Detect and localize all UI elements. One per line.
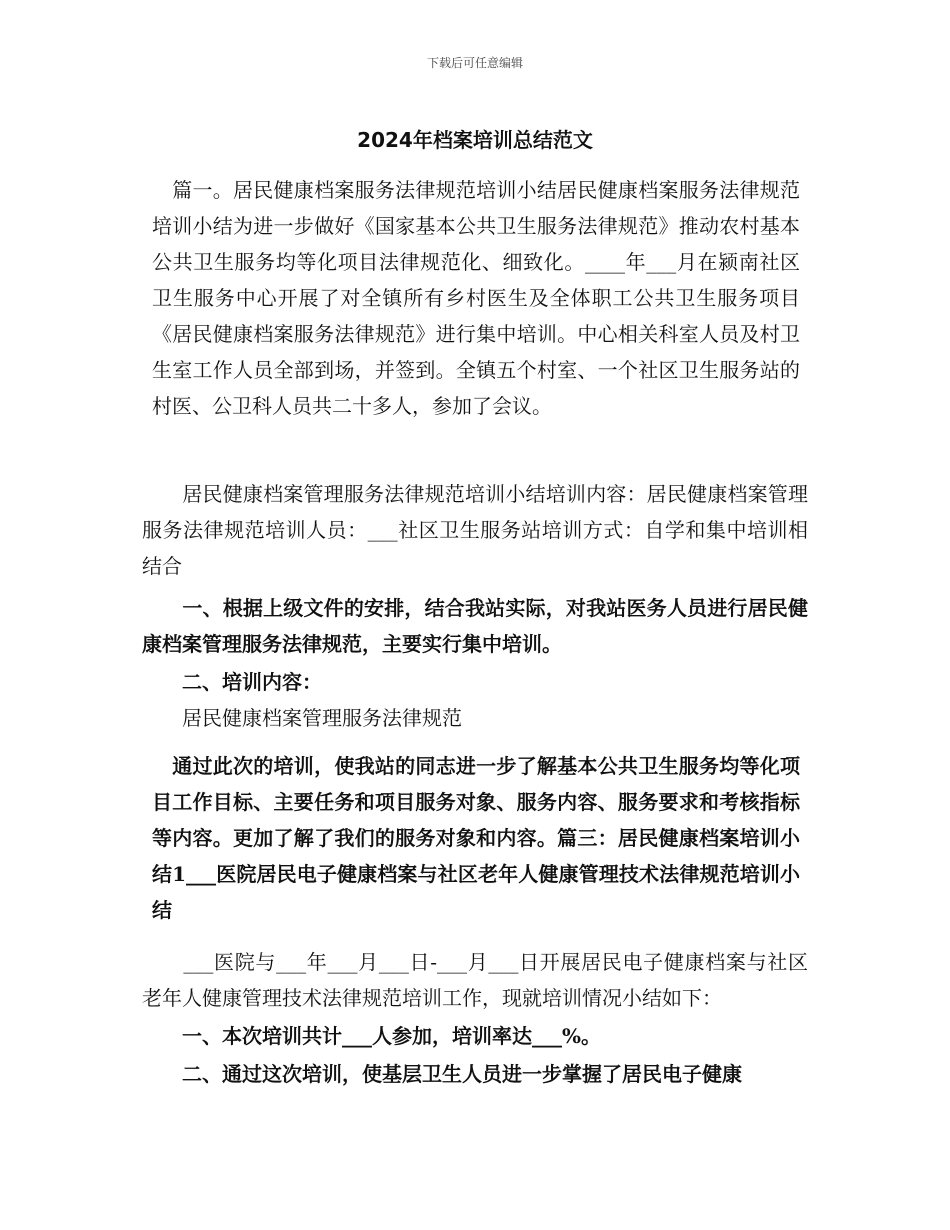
paragraph-item-two-heading: 二、培训内容：	[142, 670, 322, 694]
paragraph-training-result: 通过此次的培训，使我站的同志进一步了解基本公共卫生服务均等化项目工作目标、主要任务和项目服务对象、服务内容、服务要求和考核指标等内容。更加了解了我们的服务对象和内容。篇三：居民健康档案培训小结1___医院居民电子健康档案与社区老年人健康管理技术法律规范培训小结	[152, 754, 800, 922]
paragraph-participants: 一、本次培训共计___人参加，培训率达___%。	[142, 1024, 602, 1048]
paragraph-item-one: 一、根据上级文件的安排，结合我站实际，对我站医务人员进行居民健康档案管理服务法律规范，主要实行集中培训。	[142, 596, 808, 656]
header-note: 下载后可任意编辑	[426, 56, 523, 70]
paragraph-training-info: 居民健康档案管理服务法律规范培训小结培训内容：居民健康档案管理服务法律规范培训人员：___社区卫生服务站培训方式：自学和集中培训相结合	[142, 482, 808, 578]
paragraph-training-effect: 二、通过这次培训，使基层卫生人员进一步掌握了居民电子健康	[142, 1062, 742, 1086]
paragraph-hospital-training: ___医院与___年___月___日-___月___日开展居民电子健康档案与社区老年人健康管理技术法律规范培训工作，现就培训情况小结如下：	[142, 950, 808, 1010]
paragraph-item-two-content: 居民健康档案管理服务法律规范	[142, 706, 462, 730]
document-title: 2024年档案培训总结范文	[357, 128, 593, 152]
paragraph-section-one: 篇一。居民健康档案服务法律规范培训小结居民健康档案服务法律规范培训小结为进一步做好《国家基本公共卫生服务法律规范》推动农村基本公共卫生服务均等化项目法律规范化、细致化。____年___月在颍南社区卫生服务中心开展了对全镇所有乡村医生及全体职工公共卫生服务项目《居民健康档案服务法律规范》进行集中培训。中心相关科室人员及村卫生室工作人员全部到场，并签到。全镇五个村室、一个社区卫生服务站的村医、公卫科人员共二十多人，参加了会议。	[152, 178, 800, 418]
